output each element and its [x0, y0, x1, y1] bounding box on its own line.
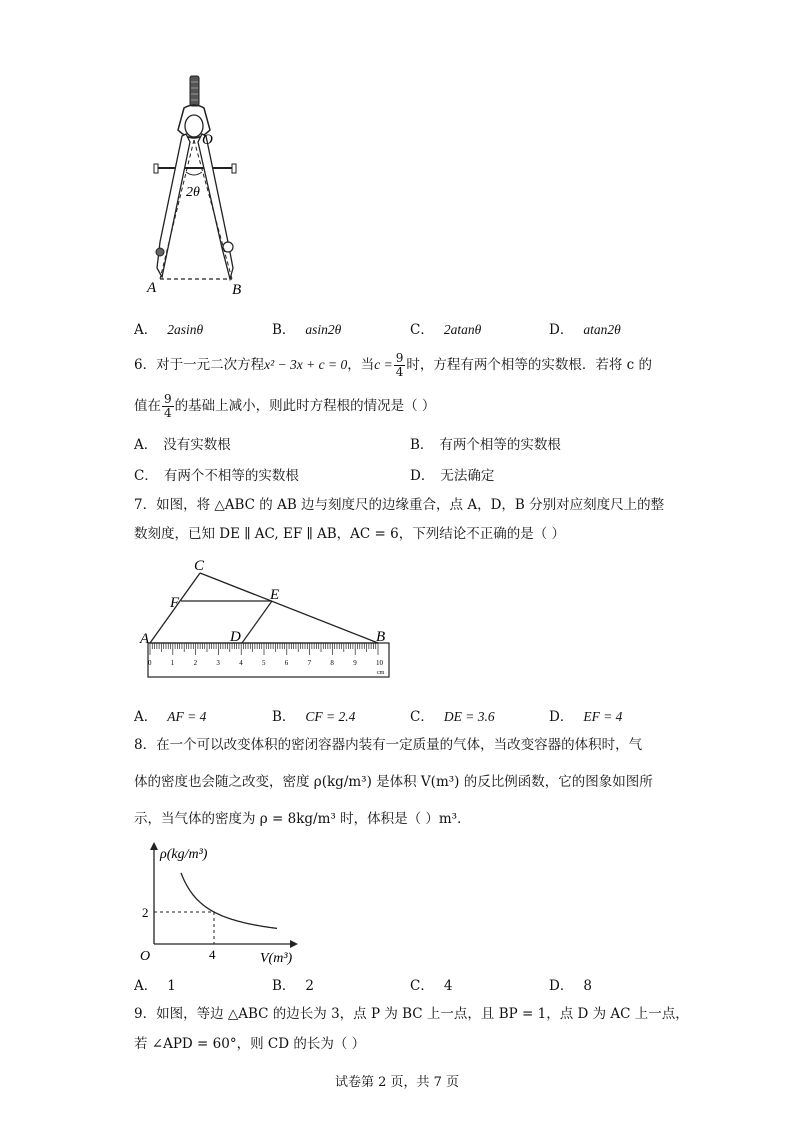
ruler-number: 6 — [284, 659, 289, 667]
origin-label: O — [140, 949, 151, 964]
ruler-number: 7 — [307, 659, 312, 667]
ruler-number: 3 — [216, 659, 220, 667]
y-axis-label: ρ(kg/m³) — [160, 847, 208, 862]
fraction-9-4: $\frac{9}{4}$ — [395, 351, 404, 379]
x-axis-label: V(m³) — [260, 951, 293, 966]
ruler-number: 0 — [148, 659, 152, 667]
label-b: B — [376, 629, 386, 645]
ruler-number: 9 — [353, 659, 357, 667]
label-o: O — [202, 132, 213, 148]
q8-line1: 8．在一个可以改变体积的密闭容器内装有一定质量的气体，当改变容器的体积时，气 — [134, 737, 643, 753]
q8-line3: 示，当气体的密度为 ρ = 8kg/m³ 时，体积是（ ）m³． — [134, 811, 471, 827]
q9-line2: 若 ∠APD = 60°，则 CD 的长为（ ） — [134, 1036, 366, 1052]
fraction-9-4: $\frac{9}{4}$ — [164, 392, 172, 420]
ruler-number: 1 — [170, 659, 175, 667]
ruler-number: 4 — [239, 659, 243, 667]
q7-option-a[interactable]: A． AF = 4 — [134, 709, 207, 725]
q6-option-a[interactable]: A． 没有实数根 — [134, 437, 231, 453]
compass-figure — [140, 72, 260, 300]
q8-option-b[interactable]: B． 2 — [272, 978, 315, 994]
q8-option-c[interactable]: C． 4 — [410, 978, 453, 994]
q7-line1: 7．如图，将 △ABC 的 AB 边与刻度尺的边缘重合，点 A，D，B 分别对应刻度尺上的整 — [134, 497, 665, 513]
x-tick-4: 4 — [209, 947, 216, 962]
q5-option-b[interactable]: B． asin2θ — [272, 322, 342, 338]
label-e: E — [270, 587, 280, 603]
label-d: D — [230, 629, 241, 645]
label-c: C — [194, 558, 205, 574]
label-2theta: 2θ — [186, 185, 200, 200]
q8-option-d[interactable]: D． 8 — [549, 978, 592, 994]
label-b: B — [232, 282, 242, 298]
q7-line2: 数刻度，已知 DE ∥ AC, EF ∥ AB，AC = 6，下列结论不正确的是（ ） — [134, 526, 566, 542]
q9-line1: 9．如图，等边 △ABC 的边长为 3，点 P 为 BC 上一点，且 BP = 1，点 D 为 AC 上一点， — [134, 1006, 689, 1022]
ruler-number: 5 — [262, 659, 266, 667]
label-a: A — [147, 280, 157, 296]
triangle-ruler-figure — [138, 555, 398, 687]
y-tick-2: 2 — [142, 905, 149, 920]
label-a: A — [140, 631, 150, 647]
q6-option-b[interactable]: B． 有两个相等的实数根 — [410, 437, 561, 453]
inverse-curve — [181, 873, 277, 929]
q7-option-c[interactable]: C． DE = 3.6 — [410, 709, 495, 725]
q6-option-d[interactable]: D． 无法确定 — [410, 468, 495, 484]
q8-option-a[interactable]: A． 1 — [134, 978, 176, 994]
q5-option-c[interactable]: C． 2atanθ — [410, 322, 482, 338]
q6-option-c[interactable]: C． 有两个不相等的实数根 — [134, 468, 299, 484]
ruler-number: 10 — [376, 659, 383, 667]
ruler-number: 2 — [193, 659, 198, 667]
q7-option-d[interactable]: D． EF = 4 — [549, 709, 623, 725]
label-f: F — [170, 595, 180, 611]
q7-option-b[interactable]: B． CF = 2.4 — [272, 709, 356, 725]
q5-option-a[interactable]: A． 2asinθ — [134, 322, 204, 338]
page-footer: 试卷第 2 页，共 7 页 — [334, 1075, 460, 1090]
ruler-unit: cm — [377, 670, 385, 676]
inverse-function-graph — [134, 838, 314, 968]
ruler-number: 8 — [330, 659, 334, 667]
q5-option-d[interactable]: D． atan2θ — [549, 322, 621, 338]
q6-line1: 6．对于一元二次方程x² − 3x + c = 0，当c = $\frac{9}{4}$ 时，方程有两个相等的实数根．若将 c 的 — [134, 351, 652, 379]
q8-line2: 体的密度也会随之改变，密度 ρ(kg/m³) 是体积 V(m³) 的反比例函数，它的图象如图所 — [134, 774, 653, 790]
q6-line2: 值在 $\frac{9}{4}$ 的基础上减小，则此时方程根的情况是（ ） — [134, 392, 436, 420]
